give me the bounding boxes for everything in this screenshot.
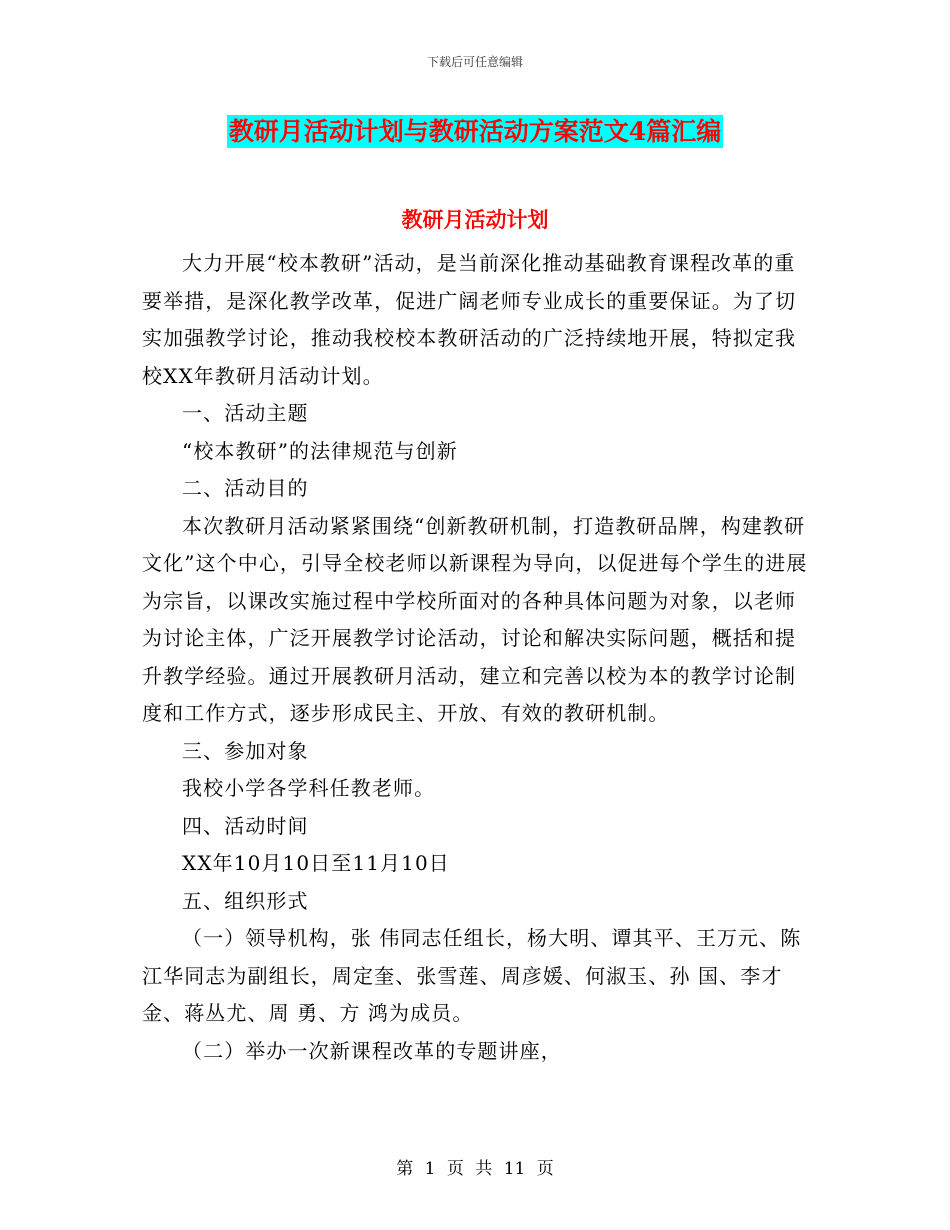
paragraph-participants: 我校小学各学科任教老师。 [182,776,436,800]
page-footer: 第 1 页 共 11 页 [396,1159,554,1179]
header-note: 下载后可任意编辑 [426,55,523,69]
heading-activity-purpose: 二、活动目的 [182,476,309,500]
heading-organization: 五、组织形式 [182,888,309,913]
paragraph-lecture: （二）举办一次新课程改革的专题讲座， [182,1038,562,1063]
document-title-text: 教研月活动计划与教研活动方案范文4篇汇编 [228,117,722,146]
paragraph-intro: 大力开展“校本教研”活动，是当前深化推动基础教育课程改革的重要举措，是深化教学改革，促进广阔老师专业成长的重要保证。为了切实加强教学讨论，推动我校校本教研活动的广泛持续地开展，特拟定我校XX年教研月活动计划。 [142,251,797,388]
paragraph-leadership: （一）领导机构，张 伟同志任组长，杨大明、谭其平、王万元、陈江华同志为副组长，周定奎、张雪莲、周彦媛、何淑玉、孙 国、李才金、蒋丛尤、周 勇、方 鸿为成员。 [142,926,802,1025]
section-title: 教研月活动计划 [401,207,549,232]
heading-activity-theme: 一、活动主题 [182,401,309,425]
heading-activity-time: 四、活动时间 [182,813,309,838]
paragraph-time: XX年10月10日至11月10日 [182,851,450,875]
document-title [0,112,950,148]
paragraph-purpose: 本次教研月活动紧紧围绕“创新教研机制，打造教研品牌，构建教研文化”这个中心，引导全校老师以新课程为导向，以促进每个学生的进展为宗旨，以课改实施过程中学校所面对的各种具体问题为对象，以老师为讨论主体，广泛开展教学讨论活动，讨论和解决实际问题，概括和提升教学经验。通过开展教研月活动，建立和完善以校为本的教学讨论制度和工作方式，逐步形成民主、开放、有效的教研机制。 [142,513,808,725]
document-body [142,245,808,1070]
heading-participants: 三、参加对象 [182,738,309,763]
paragraph-theme: “校本教研”的法律规范与创新 [182,438,458,463]
